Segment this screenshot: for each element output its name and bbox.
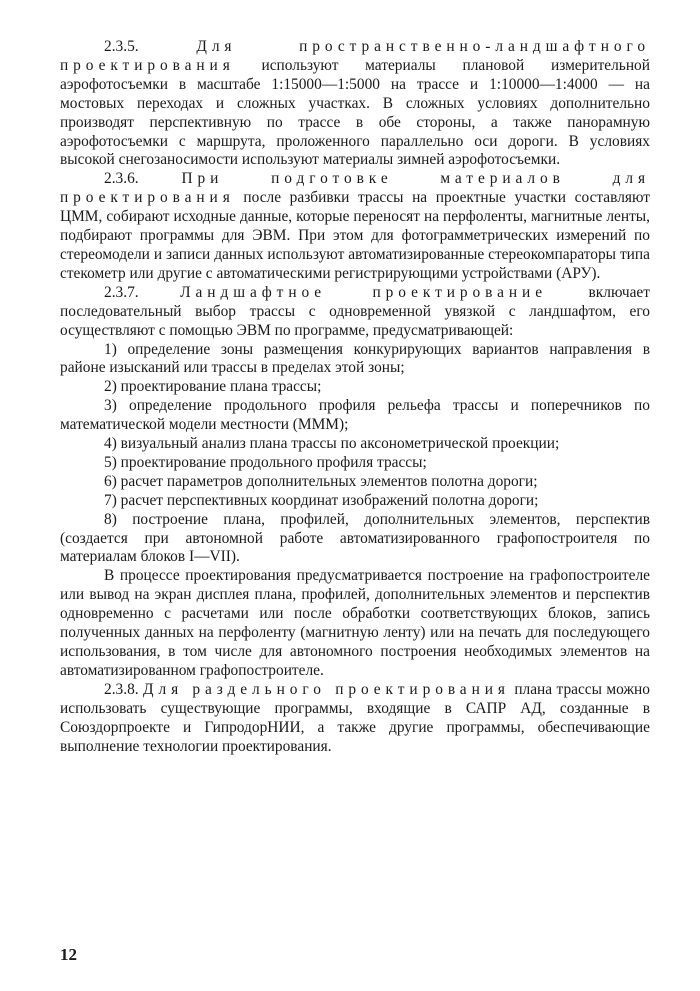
section-lead: Для раздельного проектирования	[143, 680, 510, 698]
list-item: 6) расчет параметров дополнительных элементов полотна дороги;	[104, 472, 538, 490]
paragraph-2-3-5	[60, 38, 650, 170]
list-item: 5) проектирование продольного профиля трассы;	[104, 453, 427, 471]
section-number: 2.3.7.	[104, 283, 139, 301]
section-body: используют материалы плановой измерительной аэрофотосъемки в масштабе 1:15000—1:5000 на трассе и 1:10000—1:4000 — на мостовых переходах и сложных участках. В сложных условиях дополнительно производят перспективную по трассе в обе стороны, а также панорамную аэрофотосъемки с маршрута, проложенного параллельно оси дороги. В условиях высокой снегозаносимости используют материалы зимней аэрофотосъемки.	[60, 56, 650, 169]
section-number: 2.3.5.	[104, 38, 139, 55]
paragraph-process: В процессе проектирования предусматривается построение на графопостроителе или вывод на экран дисплея плана, профилей, дополнительных элементов и перспектив одновременно с расчетами или после обработки соответствующих блоков, запись полученных данных на перфоленту (магнитную ленту) или на печать для последующего использования, в том числе для автономного построения необходимых элементов на автоматизированном графопостроителе.	[60, 567, 650, 679]
section-body: после разбивки трассы на проектные участки составляют ЦММ, собирают исходные данные, которые переносят на перфоленты, магнитные ленты, подбирают программы для ЭВМ. При этом для фотограмметрических измерений по стереомодели и записи данных используют автоматизированные стереокомпараторы типа стекометр или другие с автоматическими регистрирующими устройствами (АРУ).	[60, 189, 650, 282]
section-lead: Для пространственно-ландшафтного проектирования	[60, 38, 650, 74]
list-item: 1) определение зоны размещения конкурирующих вариантов направления в районе изысканий или трассы в пределах этой зоны;	[60, 340, 650, 377]
paragraph-2-3-6	[60, 170, 650, 283]
section-number: 2.3.8.	[104, 680, 139, 698]
list-item: 3) определение продольного профиля рельефа трассы и поперечников по математической модели местности (МММ);	[60, 397, 650, 434]
section-lead: При подготовке материалов для проектирования	[60, 170, 650, 207]
section-body: включает последовательный выбор трассы с одновременной увязкой с ландшафтом, его осуществляют с помощью ЭВМ по программе, предусматривающей:	[60, 283, 650, 339]
section-lead: Ландшафтное проектирование	[180, 283, 547, 301]
page-body	[60, 38, 650, 756]
list-item: 7) расчет перспективных координат изображений полотна дороги;	[104, 491, 539, 509]
paragraph-2-3-8	[60, 681, 650, 757]
list-item: 4) визуальный анализ плана трассы по аксонометрической проекции;	[104, 435, 560, 453]
section-body: плана трассы можно использовать существующие программы, входящие в САПР АД, созданные в Союздорпроекте и ГипродорНИИ, а также другие программы, обеспечивающие выполнение технологии проектирования.	[60, 680, 650, 755]
paragraph-2-3-7	[60, 284, 650, 341]
list-item: 8) построение плана, профилей, дополнительных элементов, перспектив (создается при автономной работе автоматизированного графопостроителя по материалам блоков I—VII).	[60, 510, 650, 566]
section-number: 2.3.6.	[104, 170, 139, 188]
list-item: 2) проектирование плана трассы;	[104, 378, 322, 396]
page-number: 12	[60, 945, 77, 964]
